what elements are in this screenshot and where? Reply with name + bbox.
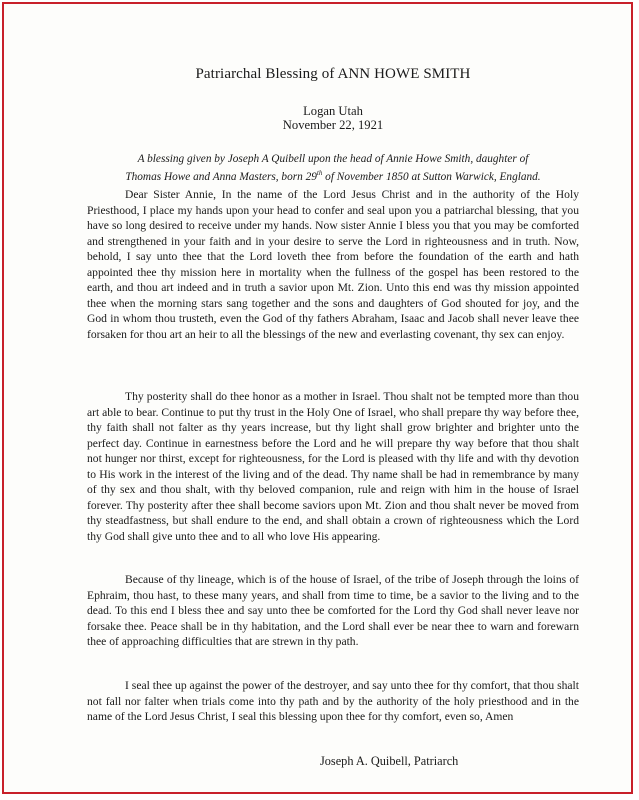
date-line: November 22, 1921 (282, 118, 384, 132)
intro-line-2 (87, 166, 579, 184)
intro-line-2-start: Thomas Howe and Anna Masters, born 29 (125, 170, 317, 183)
blessing-paragraph-2: Thy posterity shall do thee honor as a mother in Israel. Thou shalt not be tempted more than thou art able to bear. Continue to put thy trust in the Holy One of Israel, who shall prepare thy way before thee, thy faith shall not falter as thy years increase, but thy light shall grow brighter and brighter unto the perfect day. Continue in earnestness before the Lord and he will prepare thy way before that thou shalt not hunger nor thirst, except for righteousness, for the Lord is pleased with thy life and with thy devotion to His work in the interest of the living and of the dead. Thy name shall be had in remembrance by many of thy sex and thou shalt, with thy beloved companion, rule and reign with him in the house of Israel forever. Thy posterity after thee shall become saviors upon Mt. Zion and thou shalt never be moved from thy steadfastness, but shall endure to the end, and shall obtain a crown of righteousness which the Lord thy God shall give unto thee and to all who love His appearing. (87, 390, 579, 543)
intro-line-2-end: of November 1850 at Sutton Warwick, England. (322, 170, 541, 183)
blessing-paragraph-4: I seal thee up against the power of the destroyer, and say unto thee for thy comfort, that thou shalt not fall nor falter when trials come into thy path and by the authority of the holy priesthood and in the name of the Lord Jesus Christ, I seal this blessing upon thee for thy comfort, even so, Amen (87, 679, 579, 724)
place-line: Logan Utah (303, 104, 363, 118)
intro-statement (87, 152, 579, 184)
blessing-paragraph-3: Because of thy lineage, which is of the house of Israel, of the tribe of Joseph through the loins of Ephraim, thou hast, to these many years, and shall from time to time, be a savior to the living and to the dead. To this end I bless thee and say unto thee be comforted for the Lord thy God shall never leave nor forsake thee. Peace shall be in thy habitation, and the Lord shall ever be near thee to warn and forewarn thee of approaching difficulties that are strewn in thy path. (87, 573, 579, 649)
intro-ordinal-suffix: th (316, 169, 323, 177)
intro-line-1: A blessing given by Joseph A Quibell upon the head of Annie Howe Smith, daughter of (137, 153, 529, 165)
signature-line: Joseph A. Quibell, Patriarch (320, 754, 459, 768)
document-frame (2, 2, 633, 794)
document-title: Patriarchal Blessing of ANN HOWE SMITH (195, 66, 471, 82)
blessing-paragraph-1: Dear Sister Annie, In the name of the Lord Jesus Christ and in the authority of the Holy Priesthood, I place my hands upon your head to confer and seal upon you a patriarchal blessing, that you have so long desired to receive under my hands. Now sister Annie I bless you that you may be comforted and strengthened in your faith and in your desire to serve the Lord in righteousness and in truth. Now, behold, I say unto thee that the Lord loveth thee from before the foundation of the earth and hath appointed thee thy mission here in mortality when the fullness of the gospel has been restored to the earth, and thou art indeed and in truth a savior upon Mt. Zion. Unto this end was thy mission appointed thee when the morning stars sang together and the sons and daughters of God shouted for joy, and the God in whom thou trusteth, even the God of thy fathers Abraham, Isaac and Jacob shall never leave thee forsaken for thou art an heir to all the blessings of the new and everlasting covenant, thy sex can enjoy. (87, 188, 579, 341)
place-and-date (87, 104, 579, 132)
